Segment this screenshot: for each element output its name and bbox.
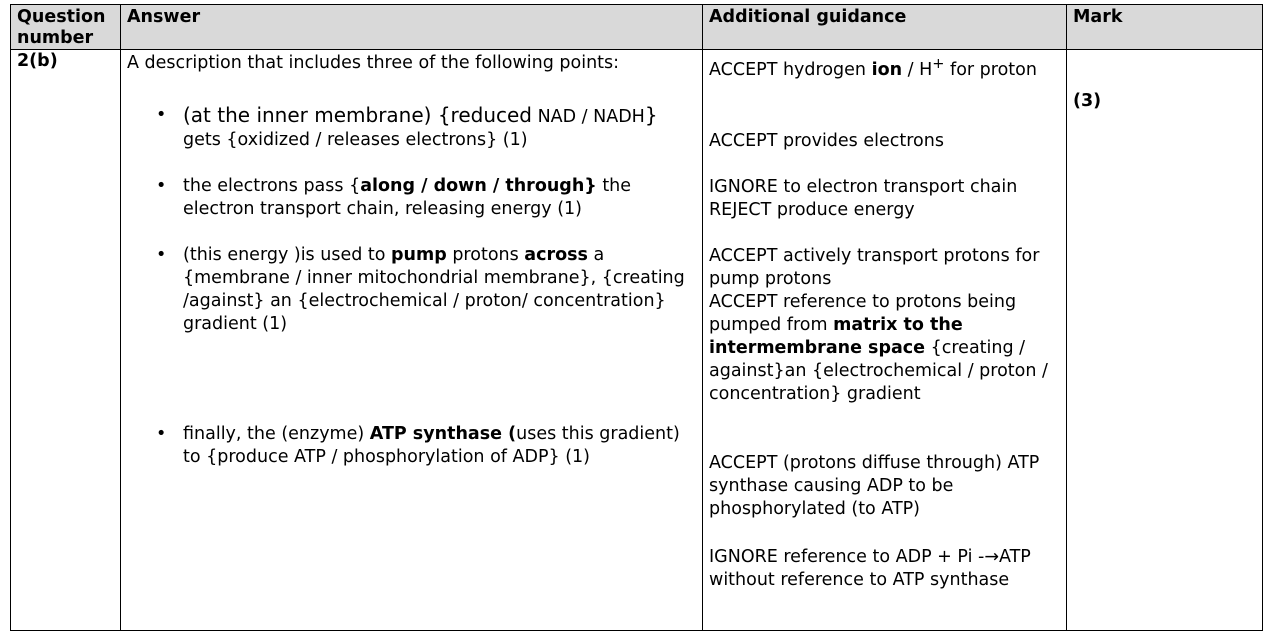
mark-scheme-table: [10, 4, 1263, 631]
header-guidance: Additional guidance: [703, 5, 1067, 50]
answer-point-3: • (this energy )is used to pump protons across a {membrane / inner mitochondrial membrane}, {creating /against} an {electrochemical / proton/ concentration} gradient (1): [183, 244, 696, 336]
guidance-atp-synthase: ACCEPT (protons diffuse through) ATP synthase causing ADP to be phosphorylated (to ATP): [709, 452, 1040, 519]
mark-value: (3): [1073, 91, 1102, 111]
answer-intro: A description that includes three of the following points:: [127, 53, 620, 73]
table-row: [11, 50, 1263, 631]
guidance-reject-energy: REJECT produce energy: [709, 199, 915, 220]
guidance-matrix-reference: ACCEPT reference to protons being pumped from matrix to the intermembrane space {creating / against}an {electrochemical / proton / concentration} gradient: [709, 291, 1048, 404]
guidance-ignore-etc: IGNORE to electron transport chain: [709, 176, 1018, 197]
guidance-ignore-adp: IGNORE reference to ADP + Pi -→ATP without reference to ATP synthase: [709, 546, 1031, 590]
answer-point-2: • the electrons pass {along / down / through} the electron transport chain, releasing energy (1): [183, 175, 696, 221]
header-question-number: Question number: [11, 5, 121, 50]
answer-point-1: • (at the inner membrane) {reduced NAD / NADH} gets {oxidized / releases electrons} (1): [183, 104, 696, 152]
guidance-active-transport: ACCEPT actively transport protons for pump protons: [709, 245, 1040, 289]
guidance-cell: [703, 50, 1067, 631]
header-row: [11, 5, 1263, 50]
mark-cell: [1067, 50, 1263, 631]
answer-cell: [121, 50, 703, 631]
answer-points: [127, 104, 696, 469]
guidance-hydrogen-ion: ACCEPT hydrogen ion / H+ for proton: [709, 55, 1037, 80]
header-answer: Answer: [121, 5, 703, 50]
header-mark: Mark: [1067, 5, 1263, 50]
answer-point-4: • finally, the (enzyme) ATP synthase (uses this gradient) to {produce ATP / phosphorylation of ADP} (1): [183, 423, 696, 469]
guidance-provides-electrons: ACCEPT provides electrons: [709, 130, 944, 151]
question-number: 2(b): [11, 50, 121, 631]
